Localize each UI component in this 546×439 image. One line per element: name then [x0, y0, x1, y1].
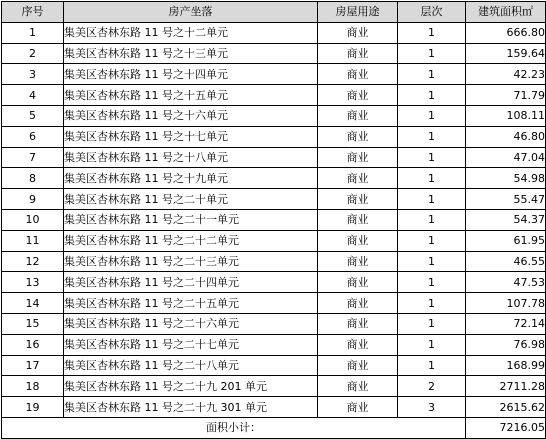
- cell-address: 集美区杏林东路 11 号之二十九 301 单元: [64, 397, 318, 418]
- cell-floor: 1: [398, 334, 466, 355]
- cell-address: 集美区杏林东路 11 号之十二单元: [64, 22, 318, 43]
- cell-index: 12: [2, 251, 64, 272]
- cell-usage: 商业: [318, 209, 398, 230]
- table-row: [2, 230, 546, 251]
- cell-index: 14: [2, 293, 64, 314]
- cell-floor: 1: [398, 189, 466, 210]
- cell-index: 8: [2, 168, 64, 189]
- cell-area: 61.95: [466, 230, 546, 251]
- cell-usage: 商业: [318, 126, 398, 147]
- cell-usage: 商业: [318, 189, 398, 210]
- table-row: [2, 209, 546, 230]
- header-usage: 房屋用途: [318, 2, 398, 23]
- cell-address: 集美区杏林东路 11 号之二十九 201 单元: [64, 376, 318, 397]
- cell-address: 集美区杏林东路 11 号之十七单元: [64, 126, 318, 147]
- cell-usage: 商业: [318, 22, 398, 43]
- cell-area: 107.78: [466, 293, 546, 314]
- cell-index: 6: [2, 126, 64, 147]
- cell-area: 42.23: [466, 64, 546, 85]
- cell-area: 159.64: [466, 43, 546, 64]
- cell-floor: 1: [398, 209, 466, 230]
- table-row: [2, 251, 546, 272]
- table-row: [2, 22, 546, 43]
- cell-floor: 3: [398, 397, 466, 418]
- cell-address: 集美区杏林东路 11 号之二十七单元: [64, 334, 318, 355]
- cell-usage: 商业: [318, 355, 398, 376]
- cell-area: 55.47: [466, 189, 546, 210]
- cell-usage: 商业: [318, 293, 398, 314]
- cell-usage: 商业: [318, 168, 398, 189]
- cell-address: 集美区杏林东路 11 号之十八单元: [64, 147, 318, 168]
- cell-floor: 1: [398, 126, 466, 147]
- cell-floor: 1: [398, 43, 466, 64]
- cell-index: 10: [2, 209, 64, 230]
- cell-usage: 商业: [318, 397, 398, 418]
- cell-floor: 1: [398, 251, 466, 272]
- cell-usage: 商业: [318, 43, 398, 64]
- table-row: [2, 272, 546, 293]
- cell-area: 108.11: [466, 105, 546, 126]
- cell-area: 46.55: [466, 251, 546, 272]
- header-floor: 层次: [398, 2, 466, 23]
- cell-floor: 1: [398, 313, 466, 334]
- cell-usage: 商业: [318, 272, 398, 293]
- cell-index: 7: [2, 147, 64, 168]
- cell-floor: 1: [398, 272, 466, 293]
- property-table: [1, 1, 546, 439]
- table-row: [2, 64, 546, 85]
- cell-index: 13: [2, 272, 64, 293]
- cell-area: 54.98: [466, 168, 546, 189]
- cell-index: 16: [2, 334, 64, 355]
- cell-floor: 2: [398, 376, 466, 397]
- cell-usage: 商业: [318, 64, 398, 85]
- cell-usage: 商业: [318, 376, 398, 397]
- cell-address: 集美区杏林东路 11 号之十五单元: [64, 85, 318, 106]
- cell-usage: 商业: [318, 147, 398, 168]
- table-row: [2, 355, 546, 376]
- cell-index: 3: [2, 64, 64, 85]
- cell-index: 2: [2, 43, 64, 64]
- cell-area: 76.98: [466, 334, 546, 355]
- total-row: [2, 417, 546, 438]
- table-row: [2, 397, 546, 418]
- header-index: 序号: [2, 2, 64, 23]
- cell-area: 46.80: [466, 126, 546, 147]
- cell-index: 1: [2, 22, 64, 43]
- cell-floor: 1: [398, 355, 466, 376]
- table-row: [2, 189, 546, 210]
- total-label: 面积小计：: [2, 417, 466, 438]
- cell-address: 集美区杏林东路 11 号之十三单元: [64, 43, 318, 64]
- cell-address: 集美区杏林东路 11 号之二十二单元: [64, 230, 318, 251]
- cell-index: 11: [2, 230, 64, 251]
- cell-address: 集美区杏林东路 11 号之二十三单元: [64, 251, 318, 272]
- table-row: [2, 85, 546, 106]
- cell-index: 5: [2, 105, 64, 126]
- cell-address: 集美区杏林东路 11 号之十六单元: [64, 105, 318, 126]
- cell-floor: 1: [398, 293, 466, 314]
- cell-usage: 商业: [318, 251, 398, 272]
- total-value: 7216.05: [466, 417, 546, 438]
- cell-index: 17: [2, 355, 64, 376]
- cell-address: 集美区杏林东路 11 号之二十四单元: [64, 272, 318, 293]
- cell-usage: 商业: [318, 334, 398, 355]
- table-row: [2, 43, 546, 64]
- cell-address: 集美区杏林东路 11 号之十四单元: [64, 64, 318, 85]
- table-row: [2, 105, 546, 126]
- cell-area: 54.37: [466, 209, 546, 230]
- cell-area: 168.99: [466, 355, 546, 376]
- table-row: [2, 334, 546, 355]
- header-row: [2, 2, 546, 23]
- table-row: [2, 376, 546, 397]
- table-body: [2, 22, 546, 417]
- cell-floor: 1: [398, 230, 466, 251]
- header-address: 房产坐落: [64, 2, 318, 23]
- table-row: [2, 313, 546, 334]
- cell-area: 47.53: [466, 272, 546, 293]
- cell-floor: 1: [398, 22, 466, 43]
- cell-floor: 1: [398, 147, 466, 168]
- cell-area: 47.04: [466, 147, 546, 168]
- table-row: [2, 293, 546, 314]
- cell-usage: 商业: [318, 313, 398, 334]
- cell-index: 19: [2, 397, 64, 418]
- cell-address: 集美区杏林东路 11 号之二十单元: [64, 189, 318, 210]
- table-row: [2, 126, 546, 147]
- cell-area: 71.79: [466, 85, 546, 106]
- cell-index: 9: [2, 189, 64, 210]
- table-row: [2, 168, 546, 189]
- cell-usage: 商业: [318, 230, 398, 251]
- cell-address: 集美区杏林东路 11 号之二十一单元: [64, 209, 318, 230]
- cell-usage: 商业: [318, 105, 398, 126]
- cell-address: 集美区杏林东路 11 号之二十五单元: [64, 293, 318, 314]
- cell-address: 集美区杏林东路 11 号之二十六单元: [64, 313, 318, 334]
- cell-floor: 1: [398, 64, 466, 85]
- cell-address: 集美区杏林东路 11 号之十九单元: [64, 168, 318, 189]
- table-row: [2, 147, 546, 168]
- cell-address: 集美区杏林东路 11 号之二十八单元: [64, 355, 318, 376]
- cell-index: 18: [2, 376, 64, 397]
- cell-area: 72.14: [466, 313, 546, 334]
- cell-usage: 商业: [318, 85, 398, 106]
- cell-index: 15: [2, 313, 64, 334]
- cell-floor: 1: [398, 85, 466, 106]
- cell-area: 666.80: [466, 22, 546, 43]
- cell-floor: 1: [398, 105, 466, 126]
- cell-area: 2615.62: [466, 397, 546, 418]
- header-area: 建筑面积㎡: [466, 2, 546, 23]
- cell-index: 4: [2, 85, 64, 106]
- cell-area: 2711.28: [466, 376, 546, 397]
- cell-floor: 1: [398, 168, 466, 189]
